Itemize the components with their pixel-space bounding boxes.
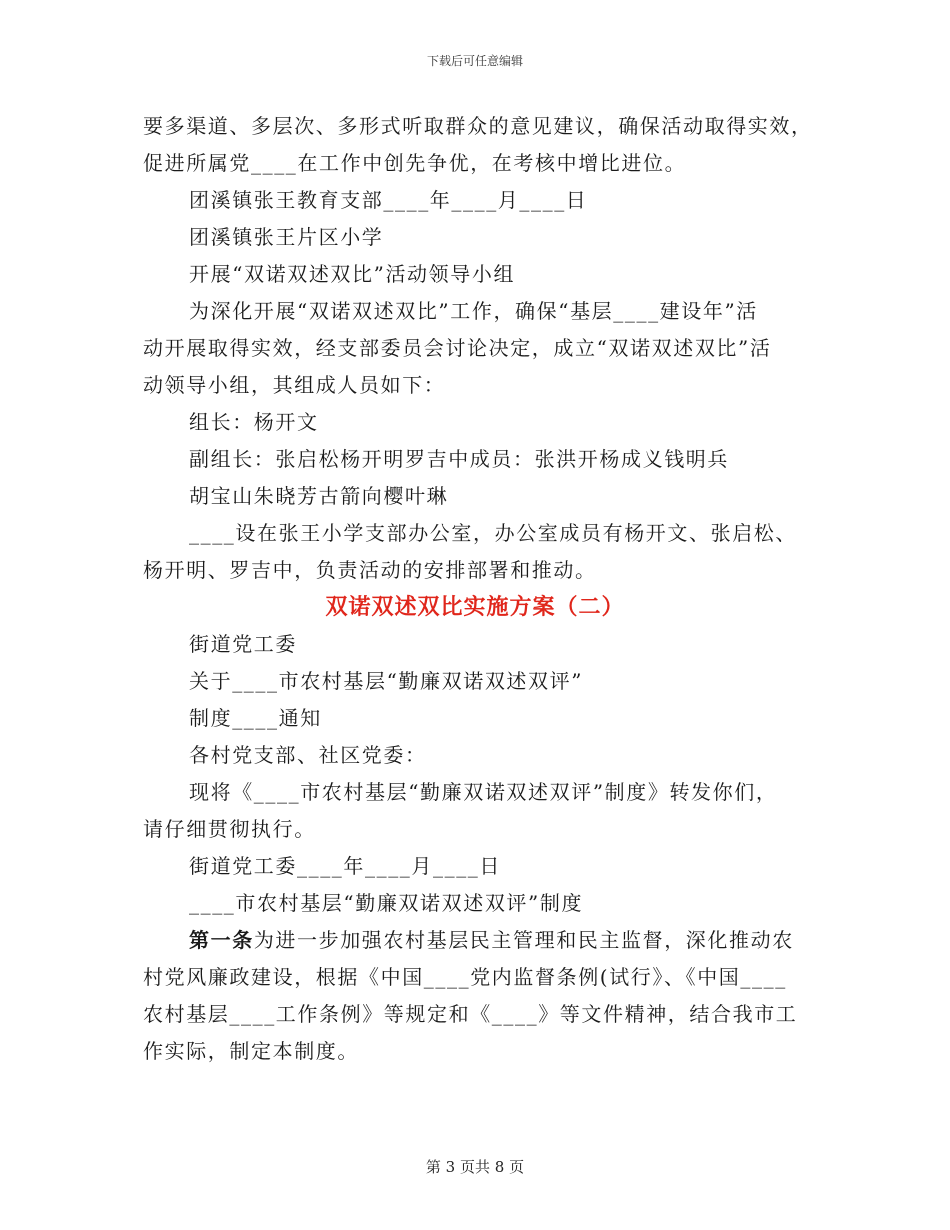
page-footer: 第 3 页共 8 页	[425, 1158, 525, 1176]
paragraph-line: 动开展取得实效，经支部委员会讨论决定，成立“双诺双述双比”活	[143, 336, 772, 360]
article-line: 作实际，制定本制度。	[143, 1039, 359, 1063]
paragraph-line: 现将《____市农村基层“勤廉双诺双述双评”制度》转发你们，	[189, 780, 778, 804]
article-one	[143, 922, 807, 959]
article-line: 农村基层____工作条例》等规定和《____》等文件精神，结合我市工	[143, 1002, 798, 1026]
paragraph-line: 动领导小组，其组成人员如下：	[143, 373, 446, 397]
paragraph-line: 促进所属党____在工作中创先争优，在考核中增比进位。	[143, 151, 687, 175]
paragraph-line: 要多渠道、多层次、多形式听取群众的意见建议，确保活动取得实效，	[143, 114, 813, 138]
section-title: 双诺双述双比实施方案（二）	[325, 594, 625, 620]
paragraph-line: 副组长：张启松杨开明罗吉中成员：张洪开杨成义钱明兵	[189, 447, 729, 471]
paragraph-line: 杨开明、罗吉中，负责活动的安排部署和推动。	[143, 558, 597, 582]
paragraph-line: 关于____市农村基层“勤廉双诺双述双评”	[189, 669, 584, 693]
paragraph-line: ____设在张王小学支部办公室，办公室成员有杨开文、张启松、	[189, 521, 797, 545]
paragraph-line: 胡宝山朱晓芳古箭向樱叶琳	[189, 484, 449, 508]
paragraph-line: 组长：杨开文	[189, 410, 319, 434]
paragraph-line: 街道党工委	[189, 632, 297, 656]
section-one	[143, 108, 813, 589]
article-line: 村党风廉政建设，根据《中国____党内监督条例(试行》、《中国____	[143, 965, 787, 989]
section-two	[143, 626, 807, 922]
paragraph-line: 请仔细贯彻执行。	[143, 817, 316, 841]
paragraph-line: 街道党工委____年____月____日	[189, 854, 501, 878]
paragraph-line: 各村党支部、社区党委：	[189, 743, 427, 767]
paragraph-line: 开展“双诺双述双比”活动领导小组	[189, 262, 516, 286]
article-first-line: 为进一步加强农村基层民主管理和民主监督，深化推动农	[253, 928, 794, 952]
paragraph-line: ____市农村基层“勤廉双诺双述双评”制度	[189, 891, 584, 915]
article-label: 第一条	[189, 928, 254, 952]
paragraph-line: 制度____通知	[189, 706, 322, 730]
paragraph-line: 团溪镇张王教育支部____年____月____日	[189, 188, 588, 212]
paragraph-line: 为深化开展“双诺双述双比”工作，确保“基层____建设年”活	[189, 299, 758, 323]
paragraph-line: 团溪镇张王片区小学	[189, 225, 384, 249]
document-body	[143, 108, 813, 1070]
page-header: 下载后可任意编辑	[426, 54, 523, 68]
